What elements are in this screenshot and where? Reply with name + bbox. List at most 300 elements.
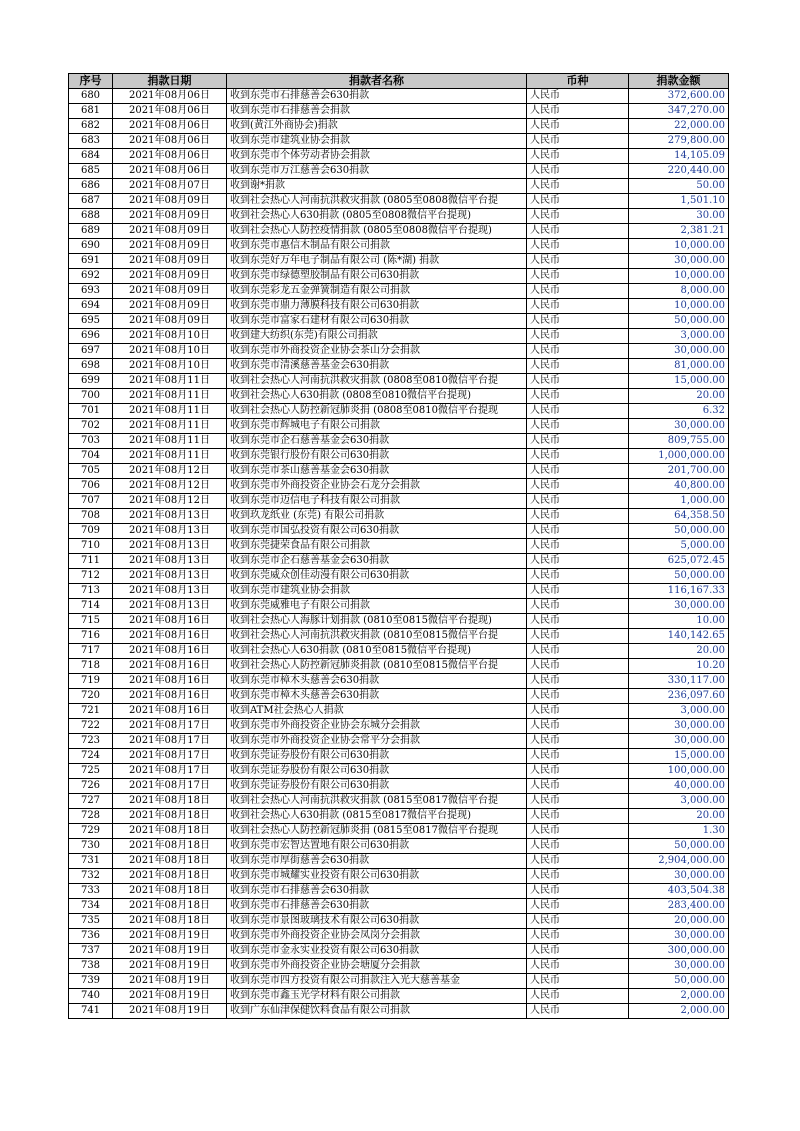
- serial-number-cell: 717: [69, 644, 113, 659]
- currency-cell: 人民币: [527, 644, 629, 659]
- donation-amount-cell: 30,000.00: [629, 719, 729, 734]
- serial-number-cell: 720: [69, 689, 113, 704]
- currency-cell: 人民币: [527, 434, 629, 449]
- donor-name-cell: 收到东莞市厚街慈善会630捐款: [227, 854, 527, 869]
- serial-number-cell: 732: [69, 869, 113, 884]
- serial-number-cell: 692: [69, 269, 113, 284]
- donor-name-cell: 收到社会热心人防控疫情捐款 (0805至0808微信平台提现): [227, 224, 527, 239]
- serial-number-cell: 694: [69, 299, 113, 314]
- donation-amount-cell: 283,400.00: [629, 899, 729, 914]
- donor-name-cell: 收到社会热心人630捐款 (0810至0815微信平台提现): [227, 644, 527, 659]
- donation-amount-cell: 30,000.00: [629, 599, 729, 614]
- table-row: [69, 299, 729, 314]
- donor-name-cell: 收到东莞市国弘投资有限公司630捐款: [227, 524, 527, 539]
- currency-cell: 人民币: [527, 989, 629, 1004]
- donation-date-cell: 2021年08月16日: [113, 704, 227, 719]
- currency-cell: 人民币: [527, 374, 629, 389]
- donation-date-cell: 2021年08月19日: [113, 974, 227, 989]
- donation-date-cell: 2021年08月11日: [113, 419, 227, 434]
- donor-name-cell: 收到ATM社会热心人捐款: [227, 704, 527, 719]
- currency-cell: 人民币: [527, 314, 629, 329]
- currency-cell: 人民币: [527, 929, 629, 944]
- donor-name-cell: 收到东莞市城耀实业投资有限公司630捐款: [227, 869, 527, 884]
- donor-name-cell: 收到社会热心人防控新冠肺炎捐 (0808至0810微信平台提现: [227, 404, 527, 419]
- table-row: [69, 554, 729, 569]
- table-row: [69, 704, 729, 719]
- donation-amount-cell: 116,167.33: [629, 584, 729, 599]
- table-header: [69, 74, 729, 89]
- serial-number-cell: 719: [69, 674, 113, 689]
- serial-number-cell: 704: [69, 449, 113, 464]
- serial-number-cell: 741: [69, 1004, 113, 1019]
- currency-cell: 人民币: [527, 494, 629, 509]
- donation-amount-cell: 1,000.00: [629, 494, 729, 509]
- donor-name-cell: 收到东莞市建筑业协会捐款: [227, 584, 527, 599]
- donor-name-cell: 收到东莞市石排慈善会630捐款: [227, 899, 527, 914]
- donation-amount-cell: 403,504.38: [629, 884, 729, 899]
- currency-cell: 人民币: [527, 224, 629, 239]
- donation-date-cell: 2021年08月19日: [113, 1004, 227, 1019]
- donation-date-cell: 2021年08月06日: [113, 164, 227, 179]
- serial-number-cell: 729: [69, 824, 113, 839]
- serial-number-cell: 691: [69, 254, 113, 269]
- donation-date-cell: 2021年08月11日: [113, 389, 227, 404]
- currency-cell: 人民币: [527, 104, 629, 119]
- table-row: [69, 449, 729, 464]
- serial-number-cell: 726: [69, 779, 113, 794]
- currency-cell: 人民币: [527, 614, 629, 629]
- donation-amount-cell: 2,904,000.00: [629, 854, 729, 869]
- donor-name-cell: 收到东莞市企石慈善基金会630捐款: [227, 554, 527, 569]
- serial-number-cell: 696: [69, 329, 113, 344]
- donor-name-cell: 收到东莞市樟木头慈善会630捐款: [227, 674, 527, 689]
- donor-name-cell: 收到东莞市鑫玉光学材料有限公司捐款: [227, 989, 527, 1004]
- table-row: [69, 464, 729, 479]
- table-row: [69, 659, 729, 674]
- donor-name-cell: 收到(黄江外商协会)捐款: [227, 119, 527, 134]
- table-row: [69, 569, 729, 584]
- table-row: [69, 929, 729, 944]
- donation-date-cell: 2021年08月13日: [113, 539, 227, 554]
- donation-amount-cell: 3,000.00: [629, 704, 729, 719]
- table-row: [69, 404, 729, 419]
- donation-date-cell: 2021年08月16日: [113, 659, 227, 674]
- serial-number-cell: 712: [69, 569, 113, 584]
- donation-amount-cell: 10,000.00: [629, 269, 729, 284]
- donor-name-cell: 收到东莞市清溪慈善基金会630捐款: [227, 359, 527, 374]
- donation-date-cell: 2021年08月13日: [113, 599, 227, 614]
- currency-cell: 人民币: [527, 404, 629, 419]
- currency-cell: 人民币: [527, 764, 629, 779]
- donation-date-cell: 2021年08月12日: [113, 479, 227, 494]
- table-row: [69, 584, 729, 599]
- donation-amount-cell: 3,000.00: [629, 329, 729, 344]
- serial-number-cell: 722: [69, 719, 113, 734]
- currency-cell: 人民币: [527, 899, 629, 914]
- currency-cell: 人民币: [527, 554, 629, 569]
- donation-date-cell: 2021年08月13日: [113, 569, 227, 584]
- table-row: [69, 524, 729, 539]
- donation-table: [68, 73, 729, 1019]
- donation-date-cell: 2021年08月11日: [113, 449, 227, 464]
- currency-cell: 人民币: [527, 854, 629, 869]
- serial-number-cell: 730: [69, 839, 113, 854]
- serial-number-cell: 715: [69, 614, 113, 629]
- table-row: [69, 974, 729, 989]
- currency-cell: 人民币: [527, 299, 629, 314]
- table-row: [69, 644, 729, 659]
- donation-amount-cell: 14,105.09: [629, 149, 729, 164]
- donation-amount-cell: 40,800.00: [629, 479, 729, 494]
- donor-name-cell: 收到社会热心人河南抗洪救灾捐款 (0808至0810微信平台提: [227, 374, 527, 389]
- donation-date-cell: 2021年08月13日: [113, 554, 227, 569]
- donation-amount-cell: 201,700.00: [629, 464, 729, 479]
- donation-date-cell: 2021年08月12日: [113, 494, 227, 509]
- donation-date-cell: 2021年08月09日: [113, 209, 227, 224]
- donor-name-cell: 收到东莞市外商投资企业协会石龙分会捐款: [227, 479, 527, 494]
- donor-name-cell: 收到东莞证券股份有限公司630捐款: [227, 779, 527, 794]
- donor-name-cell: 收到社会热心人防控新冠肺炎捐款 (0810至0815微信平台提: [227, 659, 527, 674]
- serial-number-cell: 693: [69, 284, 113, 299]
- currency-cell: 人民币: [527, 884, 629, 899]
- currency-cell: 人民币: [527, 284, 629, 299]
- donation-date-cell: 2021年08月18日: [113, 869, 227, 884]
- donor-name-cell: 收到东莞市富家石建材有限公司630捐款: [227, 314, 527, 329]
- currency-cell: 人民币: [527, 914, 629, 929]
- donation-date-cell: 2021年08月09日: [113, 239, 227, 254]
- table-row: [69, 839, 729, 854]
- donation-amount-cell: 20.00: [629, 809, 729, 824]
- donation-date-cell: 2021年08月19日: [113, 989, 227, 1004]
- serial-number-cell: 686: [69, 179, 113, 194]
- serial-number-cell: 685: [69, 164, 113, 179]
- donation-date-cell: 2021年08月06日: [113, 89, 227, 104]
- donation-amount-cell: 50,000.00: [629, 839, 729, 854]
- serial-number-cell: 690: [69, 239, 113, 254]
- table-row: [69, 674, 729, 689]
- donation-date-cell: 2021年08月16日: [113, 614, 227, 629]
- donor-name-cell: 收到东莞市石排慈善会捐款: [227, 104, 527, 119]
- serial-number-cell: 702: [69, 419, 113, 434]
- donation-amount-cell: 30,000.00: [629, 869, 729, 884]
- donation-date-cell: 2021年08月18日: [113, 824, 227, 839]
- table-row: [69, 629, 729, 644]
- donor-name-cell: 收到东莞市绿德塑胶制品有限公司630捐款: [227, 269, 527, 284]
- donation-amount-cell: 50,000.00: [629, 974, 729, 989]
- currency-cell: 人民币: [527, 269, 629, 284]
- donation-amount-cell: 1,501.10: [629, 194, 729, 209]
- serial-number-cell: 734: [69, 899, 113, 914]
- donation-date-cell: 2021年08月13日: [113, 509, 227, 524]
- donation-date-cell: 2021年08月07日: [113, 179, 227, 194]
- currency-cell: 人民币: [527, 134, 629, 149]
- donation-date-cell: 2021年08月18日: [113, 854, 227, 869]
- donation-date-cell: 2021年08月17日: [113, 719, 227, 734]
- header-row: [69, 74, 729, 89]
- currency-cell: 人民币: [527, 674, 629, 689]
- donation-date-cell: 2021年08月11日: [113, 434, 227, 449]
- table-row: [69, 749, 729, 764]
- donor-name-cell: 收到社会热心人630捐款 (0805至0808微信平台提现): [227, 209, 527, 224]
- serial-number-cell: 682: [69, 119, 113, 134]
- serial-number-cell: 709: [69, 524, 113, 539]
- serial-number-cell: 724: [69, 749, 113, 764]
- donor-name-cell: 收到东莞证券股份有限公司630捐款: [227, 749, 527, 764]
- currency-cell: 人民币: [527, 569, 629, 584]
- table-row: [69, 389, 729, 404]
- donor-name-cell: 收到东莞威众创佳动漫有限公司630捐款: [227, 569, 527, 584]
- donation-date-cell: 2021年08月11日: [113, 404, 227, 419]
- donor-name-cell: 收到东莞市金永实业投资有限公司630捐款: [227, 944, 527, 959]
- donation-amount-cell: 3,000.00: [629, 794, 729, 809]
- serial-number-cell: 718: [69, 659, 113, 674]
- donor-name-cell: 收到谢*捐款: [227, 179, 527, 194]
- table-row: [69, 479, 729, 494]
- serial-number-cell: 700: [69, 389, 113, 404]
- serial-number-cell: 701: [69, 404, 113, 419]
- currency-cell: 人民币: [527, 164, 629, 179]
- donor-name-cell: 收到东莞市石排慈善会630捐款: [227, 884, 527, 899]
- donation-amount-cell: 20.00: [629, 644, 729, 659]
- donor-name-cell: 收到社会热心人河南抗洪救灾捐款 (0805至0808微信平台提: [227, 194, 527, 209]
- table-row: [69, 329, 729, 344]
- serial-number-cell: 727: [69, 794, 113, 809]
- donor-name-cell: 收到广东仙津保健饮料食品有限公司捐款: [227, 1004, 527, 1019]
- currency-cell: 人民币: [527, 749, 629, 764]
- serial-number-cell: 708: [69, 509, 113, 524]
- currency-cell: 人民币: [527, 419, 629, 434]
- donation-date-cell: 2021年08月16日: [113, 689, 227, 704]
- table-row: [69, 164, 729, 179]
- serial-number-cell: 733: [69, 884, 113, 899]
- table-row: [69, 134, 729, 149]
- donation-amount-cell: 1.30: [629, 824, 729, 839]
- table-row: [69, 149, 729, 164]
- donation-date-cell: 2021年08月10日: [113, 344, 227, 359]
- donation-amount-cell: 625,072.45: [629, 554, 729, 569]
- table-row: [69, 374, 729, 389]
- header-serial-number: 序号: [69, 74, 113, 89]
- serial-number-cell: 683: [69, 134, 113, 149]
- donor-name-cell: 收到社会热心人河南抗洪救灾捐款 (0815至0817微信平台提: [227, 794, 527, 809]
- serial-number-cell: 738: [69, 959, 113, 974]
- serial-number-cell: 731: [69, 854, 113, 869]
- currency-cell: 人民币: [527, 584, 629, 599]
- donation-amount-cell: 809,755.00: [629, 434, 729, 449]
- currency-cell: 人民币: [527, 89, 629, 104]
- serial-number-cell: 716: [69, 629, 113, 644]
- donation-amount-cell: 50.00: [629, 179, 729, 194]
- donor-name-cell: 收到东莞市外商投资企业协会常平分会捐款: [227, 734, 527, 749]
- table-row: [69, 809, 729, 824]
- donation-date-cell: 2021年08月17日: [113, 779, 227, 794]
- table-row: [69, 914, 729, 929]
- serial-number-cell: 723: [69, 734, 113, 749]
- donation-amount-cell: 347,270.00: [629, 104, 729, 119]
- donation-date-cell: 2021年08月09日: [113, 269, 227, 284]
- currency-cell: 人民币: [527, 839, 629, 854]
- donation-date-cell: 2021年08月09日: [113, 224, 227, 239]
- table-row: [69, 944, 729, 959]
- currency-cell: 人民币: [527, 254, 629, 269]
- donation-amount-cell: 30,000.00: [629, 929, 729, 944]
- table-row: [69, 209, 729, 224]
- donation-date-cell: 2021年08月06日: [113, 119, 227, 134]
- currency-cell: 人民币: [527, 524, 629, 539]
- serial-number-cell: 706: [69, 479, 113, 494]
- donation-date-cell: 2021年08月09日: [113, 314, 227, 329]
- donor-name-cell: 收到社会热心人630捐款 (0815至0817微信平台提现): [227, 809, 527, 824]
- donation-amount-cell: 2,000.00: [629, 1004, 729, 1019]
- donation-date-cell: 2021年08月18日: [113, 914, 227, 929]
- serial-number-cell: 689: [69, 224, 113, 239]
- donation-amount-cell: 10.20: [629, 659, 729, 674]
- donation-date-cell: 2021年08月09日: [113, 254, 227, 269]
- donation-date-cell: 2021年08月09日: [113, 194, 227, 209]
- donation-amount-cell: 40,000.00: [629, 779, 729, 794]
- donation-date-cell: 2021年08月16日: [113, 674, 227, 689]
- table-row: [69, 1004, 729, 1019]
- donation-date-cell: 2021年08月18日: [113, 899, 227, 914]
- donor-name-cell: 收到社会热心人630捐款 (0808至0810微信平台提现): [227, 389, 527, 404]
- donation-date-cell: 2021年08月06日: [113, 104, 227, 119]
- table-row: [69, 884, 729, 899]
- donation-date-cell: 2021年08月18日: [113, 809, 227, 824]
- donation-amount-cell: 300,000.00: [629, 944, 729, 959]
- table-row: [69, 179, 729, 194]
- table-row: [69, 794, 729, 809]
- serial-number-cell: 699: [69, 374, 113, 389]
- currency-cell: 人民币: [527, 449, 629, 464]
- currency-cell: 人民币: [527, 599, 629, 614]
- currency-cell: 人民币: [527, 734, 629, 749]
- serial-number-cell: 684: [69, 149, 113, 164]
- serial-number-cell: 710: [69, 539, 113, 554]
- donor-name-cell: 收到东莞好万年电子制品有限公司 (陈*湖) 捐款: [227, 254, 527, 269]
- donation-amount-cell: 140,142.65: [629, 629, 729, 644]
- donation-amount-cell: 10,000.00: [629, 299, 729, 314]
- serial-number-cell: 705: [69, 464, 113, 479]
- donation-amount-cell: 20,000.00: [629, 914, 729, 929]
- donor-name-cell: 收到建大纺织(东莞)有限公司捐款: [227, 329, 527, 344]
- table-row: [69, 764, 729, 779]
- table-row: [69, 194, 729, 209]
- donation-amount-cell: 30,000.00: [629, 344, 729, 359]
- donor-name-cell: 收到东莞市个体劳动者协会捐款: [227, 149, 527, 164]
- donation-amount-cell: 2,381.21: [629, 224, 729, 239]
- donor-name-cell: 收到东莞市辉城电子有限公司捐款: [227, 419, 527, 434]
- currency-cell: 人民币: [527, 1004, 629, 1019]
- serial-number-cell: 698: [69, 359, 113, 374]
- donation-date-cell: 2021年08月13日: [113, 584, 227, 599]
- table-row: [69, 434, 729, 449]
- table-row: [69, 89, 729, 104]
- serial-number-cell: 714: [69, 599, 113, 614]
- table-row: [69, 599, 729, 614]
- table-row: [69, 899, 729, 914]
- donation-date-cell: 2021年08月06日: [113, 134, 227, 149]
- serial-number-cell: 697: [69, 344, 113, 359]
- donation-amount-cell: 30.00: [629, 209, 729, 224]
- donor-name-cell: 收到东莞市景图玻璃技术有限公司630捐款: [227, 914, 527, 929]
- table-row: [69, 989, 729, 1004]
- serial-number-cell: 739: [69, 974, 113, 989]
- currency-cell: 人民币: [527, 389, 629, 404]
- donation-date-cell: 2021年08月10日: [113, 329, 227, 344]
- donation-amount-cell: 64,358.50: [629, 509, 729, 524]
- donation-amount-cell: 330,117.00: [629, 674, 729, 689]
- donor-name-cell: 收到东莞市四方投资有限公司捐款注入光大慈善基金: [227, 974, 527, 989]
- donation-date-cell: 2021年08月18日: [113, 794, 227, 809]
- donation-date-cell: 2021年08月11日: [113, 374, 227, 389]
- table-row: [69, 119, 729, 134]
- donation-amount-cell: 15,000.00: [629, 749, 729, 764]
- donation-date-cell: 2021年08月10日: [113, 359, 227, 374]
- currency-cell: 人民币: [527, 464, 629, 479]
- donation-date-cell: 2021年08月18日: [113, 839, 227, 854]
- serial-number-cell: 728: [69, 809, 113, 824]
- serial-number-cell: 711: [69, 554, 113, 569]
- table-row: [69, 824, 729, 839]
- donation-amount-cell: 50,000.00: [629, 524, 729, 539]
- serial-number-cell: 735: [69, 914, 113, 929]
- donation-date-cell: 2021年08月16日: [113, 644, 227, 659]
- donation-amount-cell: 30,000.00: [629, 419, 729, 434]
- table-row: [69, 419, 729, 434]
- donor-name-cell: 收到东莞证券股份有限公司630捐款: [227, 764, 527, 779]
- table-row: [69, 239, 729, 254]
- currency-cell: 人民币: [527, 779, 629, 794]
- currency-cell: 人民币: [527, 539, 629, 554]
- currency-cell: 人民币: [527, 359, 629, 374]
- donor-name-cell: 收到东莞市宏智达置地有限公司630捐款: [227, 839, 527, 854]
- donation-amount-cell: 220,440.00: [629, 164, 729, 179]
- donation-date-cell: 2021年08月09日: [113, 299, 227, 314]
- currency-cell: 人民币: [527, 239, 629, 254]
- table-row: [69, 104, 729, 119]
- serial-number-cell: 687: [69, 194, 113, 209]
- donation-amount-cell: 50,000.00: [629, 314, 729, 329]
- donation-date-cell: 2021年08月17日: [113, 734, 227, 749]
- currency-cell: 人民币: [527, 824, 629, 839]
- donation-date-cell: 2021年08月17日: [113, 749, 227, 764]
- currency-cell: 人民币: [527, 689, 629, 704]
- table-row: [69, 314, 729, 329]
- table-row: [69, 539, 729, 554]
- table-row: [69, 719, 729, 734]
- donation-date-cell: 2021年08月16日: [113, 629, 227, 644]
- donation-amount-cell: 20.00: [629, 389, 729, 404]
- currency-cell: 人民币: [527, 479, 629, 494]
- donation-amount-cell: 22,000.00: [629, 119, 729, 134]
- currency-cell: 人民币: [527, 194, 629, 209]
- serial-number-cell: 721: [69, 704, 113, 719]
- table-row: [69, 734, 729, 749]
- table-row: [69, 344, 729, 359]
- currency-cell: 人民币: [527, 509, 629, 524]
- currency-cell: 人民币: [527, 149, 629, 164]
- donation-amount-cell: 10.00: [629, 614, 729, 629]
- table-row: [69, 779, 729, 794]
- donor-name-cell: 收到东莞威雅电子有限公司捐款: [227, 599, 527, 614]
- donation-amount-cell: 100,000.00: [629, 764, 729, 779]
- serial-number-cell: 703: [69, 434, 113, 449]
- serial-number-cell: 681: [69, 104, 113, 119]
- table-row: [69, 869, 729, 884]
- donation-amount-cell: 2,000.00: [629, 989, 729, 1004]
- table-row: [69, 269, 729, 284]
- currency-cell: 人民币: [527, 179, 629, 194]
